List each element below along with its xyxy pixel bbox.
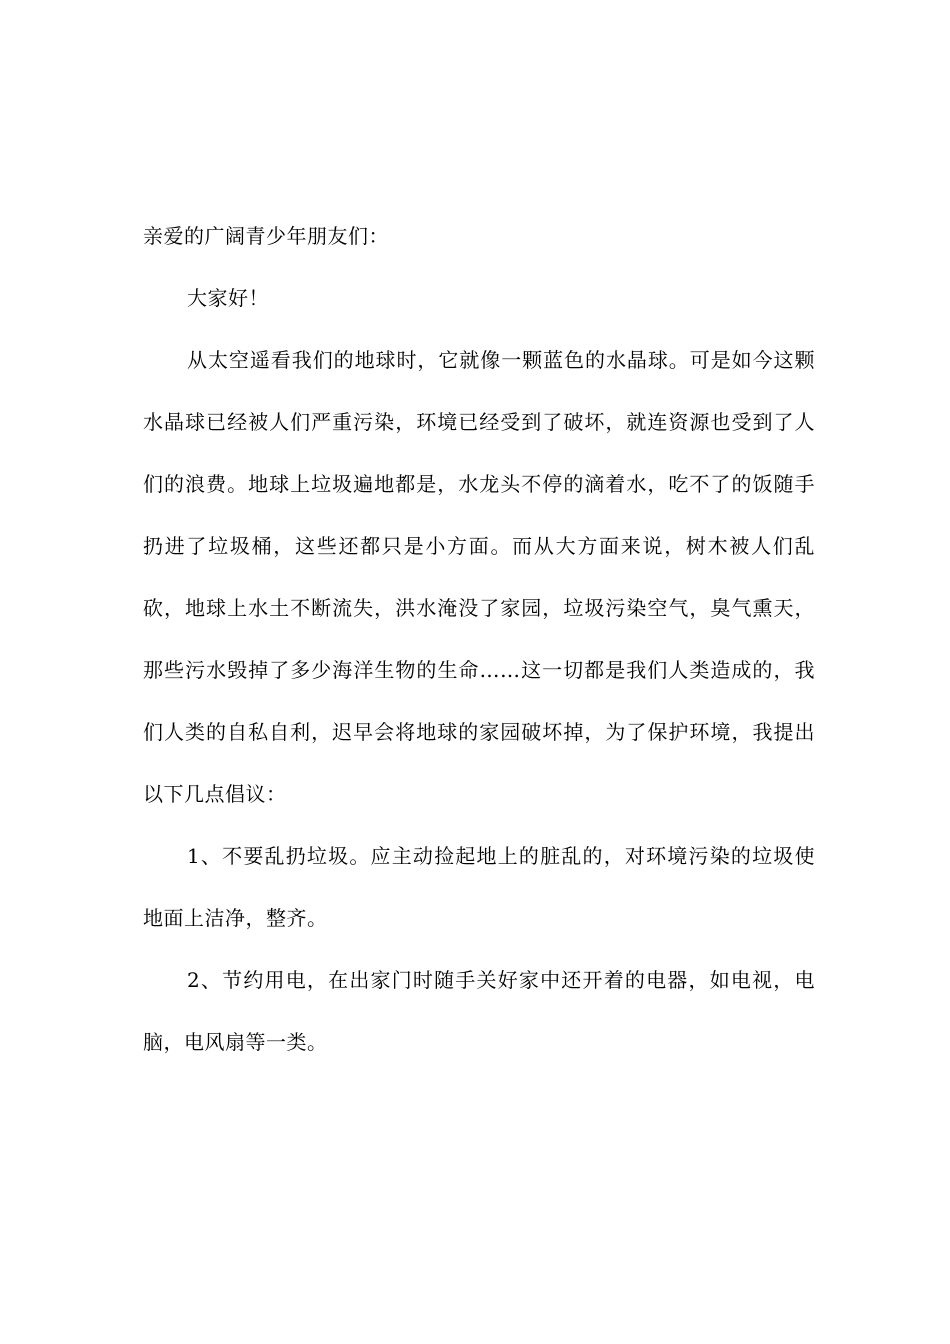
paragraph-greeting: 大家好！ [187,286,269,310]
paragraph-earth-pollution: 从太空遥看我们的地球时，它就像一颗蓝色的水晶球。可是如今这颗水晶球已经被人们严重污染，环境已经受到了破坏，就连资源也受到了人们的浪费。地球上垃圾遍地都是，水龙头不停的滴着水，吃不了的饭随手扔进了垃圾桶，这些还都只是小方面。而从大方面来说，树木被人们乱砍，地球上水土不断流失，洪水淹没了家园，垃圾污染空气，臭气熏天，那些污水毁掉了多少海洋生物的生命……这一切都是我们人类造成的，我们人类的自私自利，迟早会将地球的家园破坏掉，为了保护环境，我提出以下几点倡议： [143,348,815,806]
salutation: 亲爱的广阔青少年朋友们： [143,224,389,248]
document-body [143,205,815,1073]
paragraph-proposal-2: 2、节约用电，在出家门时随手关好家中还开着的电器，如电视，电脑，电风扇等一类。 [143,968,815,1054]
paragraph-proposal-1: 1、不要乱扔垃圾。应主动捡起地上的脏乱的，对环境污染的垃圾使地面上洁净，整齐。 [143,844,815,930]
